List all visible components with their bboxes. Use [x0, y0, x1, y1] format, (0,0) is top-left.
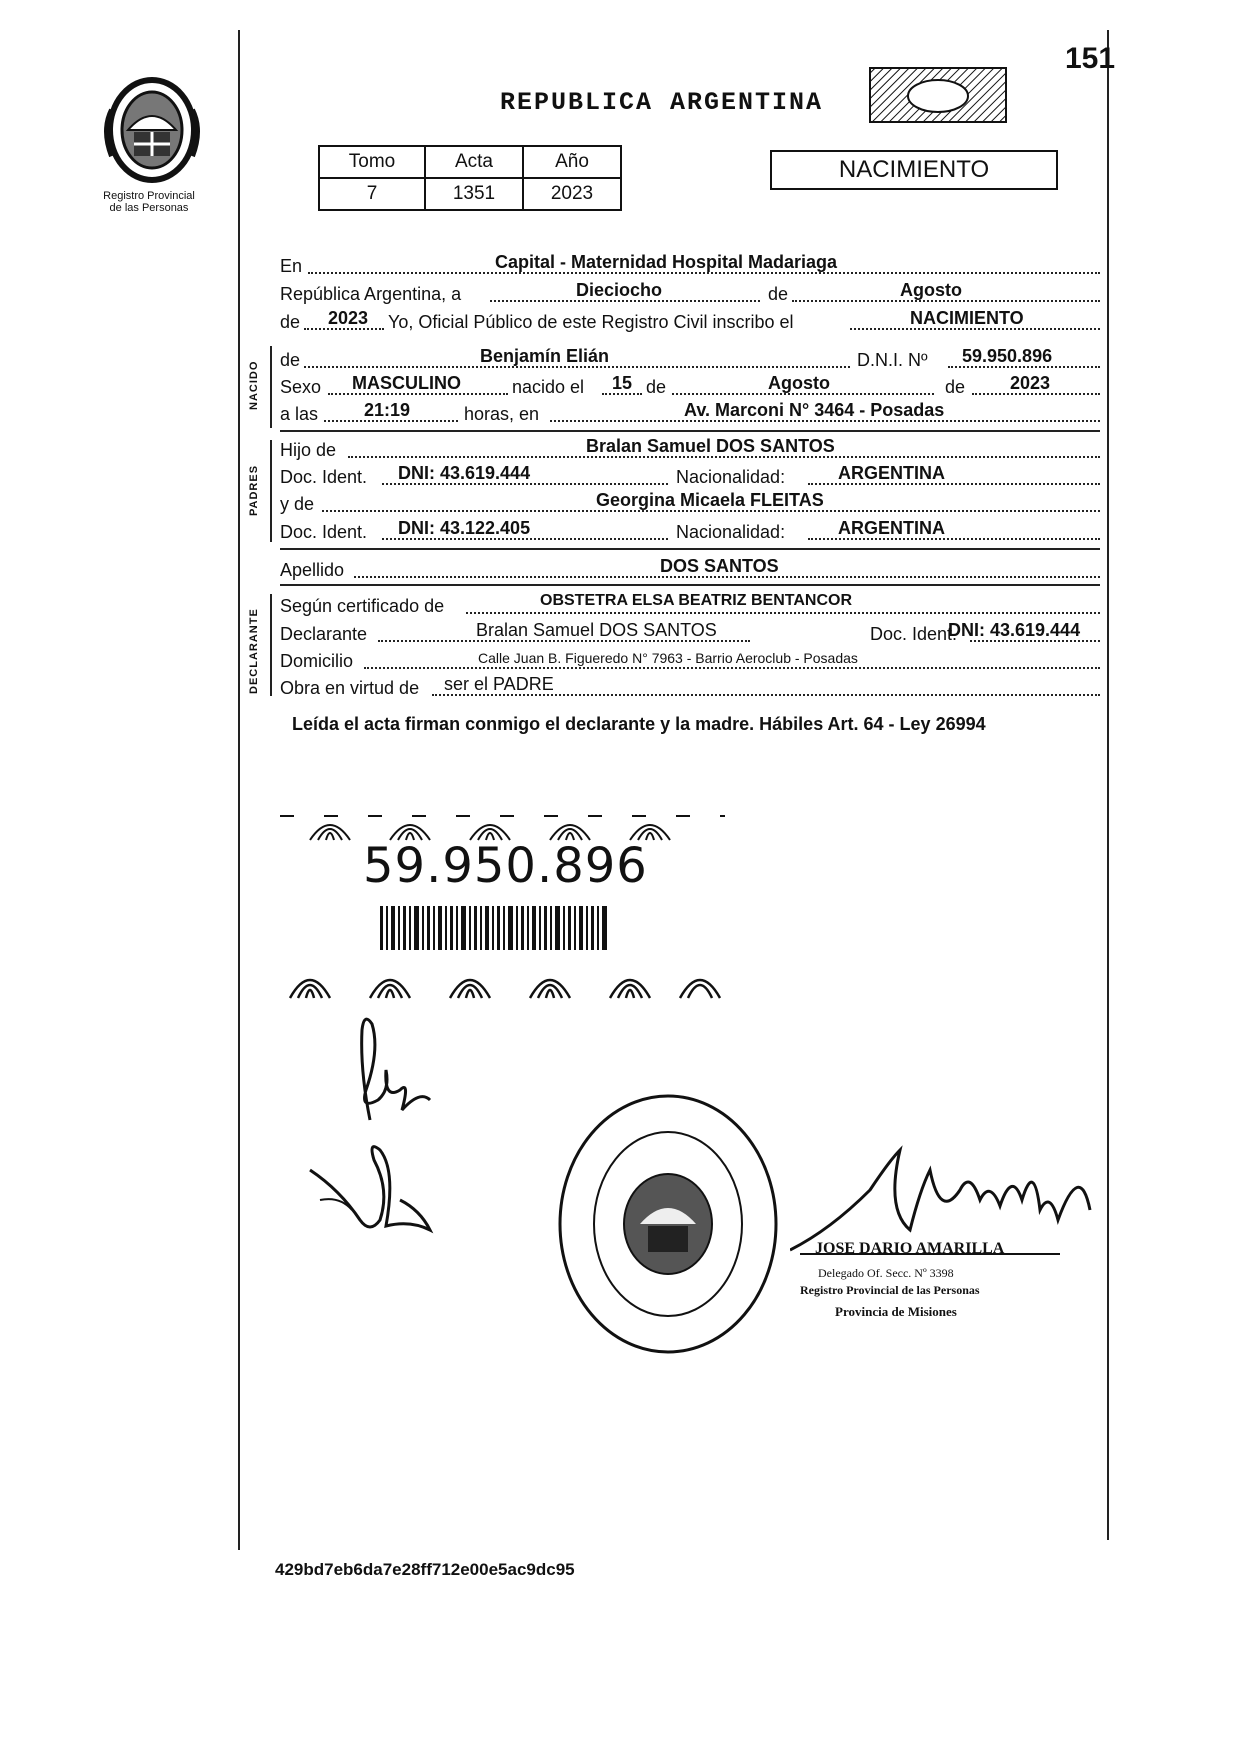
fingerprint-strip-bottom-icon — [280, 958, 730, 1002]
madre-value: Georgina Micaela FLEITAS — [596, 490, 824, 510]
fingerprint-strip-top-icon — [280, 806, 730, 842]
record-table — [318, 145, 622, 211]
official-seal — [556, 1092, 780, 1356]
anio-value: 2023 — [523, 178, 621, 210]
dia-nac-value: 15 — [612, 373, 633, 393]
declarante-section-label: DECLARANTE — [248, 608, 260, 694]
acta-header: Acta — [425, 146, 523, 178]
obra-label: Obra en virtud de — [280, 678, 420, 698]
mes-value: Agosto — [900, 280, 962, 300]
declarante-bracket — [270, 594, 272, 696]
document-type-box: NACIMIENTO — [770, 150, 1058, 190]
y-de-label: y de — [280, 494, 315, 514]
section-rule — [280, 548, 1100, 550]
row-en — [280, 252, 1100, 278]
declarante-value: Bralan Samuel DOS SANTOS — [476, 620, 717, 640]
a-las-label: a las — [280, 404, 319, 424]
closing-note: Leída el acta firman conmigo el declarante y la madre. Hábiles Art. 64 - Ley 26994 — [292, 714, 986, 734]
tomo-value: 7 — [319, 178, 425, 210]
lugar-value: Capital - Maternidad Hospital Madariaga — [495, 252, 838, 272]
anio-nac-value: 2023 — [1010, 373, 1051, 393]
row-certificado — [280, 592, 1100, 618]
row-obra — [280, 674, 1100, 700]
padres-section-label: PADRES — [248, 464, 260, 516]
apellido-value: DOS SANTOS — [660, 556, 779, 576]
signatory-name: JOSE DARIO AMARILLA — [815, 1240, 1005, 1257]
declarante-label: Declarante — [280, 624, 368, 644]
mother-signature — [300, 1130, 440, 1240]
row-padre-doc — [280, 463, 1100, 489]
domicilio-label: Domicilio — [280, 651, 354, 671]
padres-bracket — [270, 440, 272, 542]
domicilio-value: Calle Juan B. Figueredo N° 7963 - Barrio Aeroclub - Posadas — [478, 650, 858, 666]
madre-doc-value: DNI: 43.122.405 — [398, 518, 531, 538]
logo-caption-line2: de las Personas — [109, 202, 189, 214]
sexo-value: MASCULINO — [352, 373, 461, 393]
section-rule — [280, 430, 1100, 432]
republica-label: República Argentina, a — [280, 284, 462, 304]
hora-value: 21:19 — [364, 400, 411, 420]
padre-doc-value: DNI: 43.619.444 — [398, 463, 531, 483]
nacido-section-label: NACIDO — [248, 360, 260, 410]
acta-value: 1351 — [425, 178, 523, 210]
mes-nac-value: Agosto — [768, 373, 830, 393]
nombre-value: Benjamín Elián — [480, 346, 610, 366]
oficial-text: Yo, Oficial Público de este Registro Civil inscribo el — [388, 312, 794, 332]
row-republica — [280, 280, 1100, 306]
nacido-el-label: nacido el — [512, 377, 585, 397]
dni-value: 59.950.896 — [962, 346, 1053, 366]
nacido-bracket — [270, 346, 272, 428]
right-margin-line — [1107, 30, 1109, 1540]
apellido-label: Apellido — [280, 560, 345, 580]
dia-value: Dieciocho — [576, 280, 663, 300]
doc-ident-label: Doc. Ident. — [280, 522, 368, 542]
page-title: REPUBLICA ARGENTINA — [500, 88, 824, 117]
row-madre-doc — [280, 518, 1100, 544]
row-hijo-de — [280, 436, 1100, 462]
row-y-de — [280, 490, 1100, 516]
row-nombre — [280, 346, 1100, 372]
de-label: de — [646, 377, 667, 397]
provincial-registry-logo — [98, 72, 206, 186]
document-hash: 429bd7eb6da7e28ff712e00e5ac9dc95 — [275, 1560, 575, 1579]
signatory-province: Provincia de Misiones — [835, 1304, 957, 1319]
declarant-signature — [330, 1010, 440, 1130]
row-declarante — [280, 620, 1100, 646]
row-apellido — [280, 556, 1100, 582]
page-number: 151 — [1065, 42, 1116, 75]
left-margin-line — [238, 30, 240, 1550]
row-domicilio — [280, 647, 1100, 673]
logo-caption-line1: Registro Provincial — [103, 190, 195, 202]
signatory-role: Delegado Of. Secc. Nº 3398 — [818, 1266, 954, 1280]
doc-ident-label: Doc. Ident. — [870, 624, 958, 644]
obra-value: ser el PADRE — [444, 674, 554, 694]
nacionalidad-label: Nacionalidad: — [676, 467, 786, 487]
doc-ident-label: Doc. Ident. — [280, 467, 368, 487]
madre-nac-value: ARGENTINA — [838, 518, 945, 538]
tomo-header: Tomo — [319, 146, 425, 178]
logo-caption — [84, 190, 214, 214]
nacionalidad-label: Nacionalidad: — [676, 522, 786, 542]
horas-en-label: horas, en — [464, 404, 540, 424]
row-sexo — [280, 373, 1100, 399]
padre-nac-value: ARGENTINA — [838, 463, 945, 483]
dni-label: D.N.I. Nº — [857, 350, 928, 370]
certificado-label: Según certificado de — [280, 596, 445, 616]
hijo-de-label: Hijo de — [280, 440, 337, 460]
en-label: En — [280, 256, 303, 276]
dni-sticker-number: 59.950.896 — [363, 838, 648, 894]
anio-value: 2023 — [328, 308, 369, 328]
signatory-office: Registro Provincial de las Personas — [800, 1283, 980, 1297]
stamp-icon — [868, 66, 1008, 124]
section-rule — [280, 584, 1100, 586]
de-label: de — [945, 377, 966, 397]
padre-value: Bralan Samuel DOS SANTOS — [586, 436, 835, 456]
de-label: de — [768, 284, 789, 304]
barcode-icon — [380, 906, 612, 950]
declarante-doc-value: DNI: 43.619.444 — [948, 620, 1081, 640]
row-oficial — [280, 308, 1100, 334]
row-hora — [280, 400, 1100, 426]
de-label: de — [280, 350, 301, 370]
anio-header: Año — [523, 146, 621, 178]
certificado-value: OBSTETRA ELSA BEATRIZ BENTANCOR — [540, 592, 852, 609]
sexo-label: Sexo — [280, 377, 322, 397]
acto-value: NACIMIENTO — [910, 308, 1024, 328]
lugar-nac-value: Av. Marconi N° 3464 - Posadas — [684, 400, 945, 420]
de-label: de — [280, 312, 301, 332]
